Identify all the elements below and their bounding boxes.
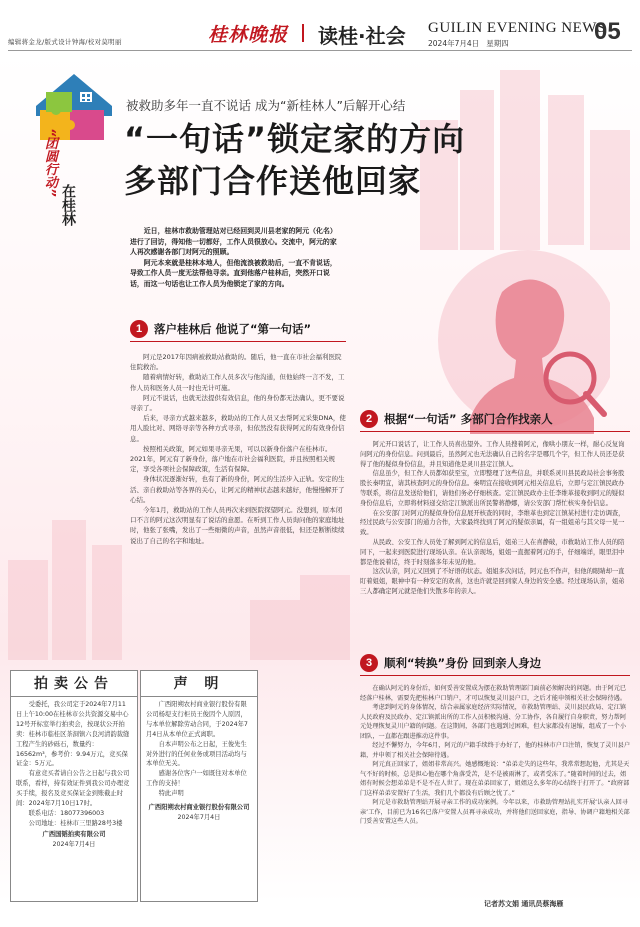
building-illustration [250,600,300,660]
article-title-line2: 多部门合作送他回家 [124,162,422,200]
section-title: 根据“一句话” 多部门合作找亲人 [384,412,553,426]
section-underline [360,675,630,676]
masthead-divider [302,24,304,42]
body-paragraph: 今年1月，救助站的工作人员再次来到医院探望阿元。没想到，原本闭口不言的阿元这次明显有了说话的意愿。在听到工作人员询问他的家庭地址时，他张了张嘴，发出了一些细微的声音，虽然声音很低，但还是断断续续说出了自己的名字和地址。 [130,506,345,545]
section-body [360,684,630,827]
section-1 [130,320,346,546]
masthead-rule [8,50,632,51]
body-paragraph: 阿元是2017年因病被救助站救助的。随后，他一直在市社会福利医院住院救治。 [130,353,342,372]
article-title-line1: “一句话”锁定家的方向 [124,120,466,158]
lead-paragraph: 阿元本来就是桂林本地人，但他流浪被救助后，一直不肯说话，导致工作人员一度无法帮他寻亲。直到他落户桂林后，突然开口说话，而这一句话也让工作人员为他锁定了家的方向。 [130,258,337,288]
section-heading [360,410,630,428]
article-byline: 记者苏文娟 通讯员蔡海雁 [484,900,564,908]
notice-paragraph: 受委托，我公司定于2024年7月11日上午10:00在桂林市公共资源交易中心12号开标室举行拍卖会，按现状公开拍卖：桂林市临桂区茶洞镇六良河清韵裁缝工程产生的砂砾石，数量约：16562m³，参考价：9.94万元，竞买保证金：5万元。 [16,701,130,768]
body-paragraph: 在确认阿元的身份后，如何妥善安置成为摆在救助管理部门面前必须解决的问题。由于阿元已经落户桂林，需要先把桂林户口销户，才可以恢复灵川县户口，之后才能申领相关社会保障待遇。 [360,685,627,702]
body-paragraph: 阿元开口说话了，让工作人员喜出望外。工作人员搜着阿元，像哄小朋友一样，耐心反复询问阿元的身份信息。问到最后，虽然阿元也无法确认自己的名字是哪几个字，但工作人员还是获得了他的疑似身份信息，并且知道他是灵川县定江镇人。 [360,441,625,468]
person-silhouette-icon [410,228,610,438]
lead-paragraph: 近日，桂林市救助管理站对已经回到灵川县老家的阿元（化名）进行了回访，得知他一切都好，工作人员很放心。交流中，阿元的家人再次感谢各部门对阿元的照顾。 [130,227,337,257]
editors-credit: 编辑蒋金龙/版式设计钟海/校对莫明丽 [8,38,122,46]
body-paragraph: 后来，寻亲方式越来越多，救助站的工作人员又去帮阿元采集DNA，使用人脸比对、网络寻亲等各种方式寻亲，但依然没有获得阿元的有效身份信息。 [130,414,346,443]
notice-paragraph: 特此声明 [158,790,184,798]
notice-paragraph: 有意竞买者请自公告之日起与我公司联系，看样，持有效证件到我公司办理竞买手续，报名及竞买保证金到账截止时间：2024年7月10日17时。 [16,770,130,808]
building-illustration [8,560,48,660]
notice-paragraph: 感谢各位客户一如既往对本单位工作的支持！ [146,770,247,788]
body-paragraph: 身体状况逐渐好转，也有了新的身份，阿元的生活步入正轨。安定的生活、亲自救助站等各界的关心，让阿元的精神状态越来越好，他慢慢解开了心结。 [130,475,345,504]
english-paper-name: GUILIN EVENING NEWS [428,20,606,36]
building-illustration [460,90,494,250]
section-title: 顺利“转换”身份 回到亲人身边 [384,656,542,670]
notice-paragraph: 广西阳朔农村商业银行股份有限公司杨堤支行柜员王俊因个人原因，与本单位解除劳动合同，于2024年7月4日从本单位正式离职。 [146,701,248,738]
section-number: 1 [130,320,148,338]
page-number: 05 [594,18,621,45]
column-badge-black: 在桂林 [60,184,76,226]
body-paragraph: 阿元不说话，也就无法提供有效信息，他的身份都无法确认，更不要说寻亲了。 [130,393,345,413]
notice-date: 2024年7月4日 [52,840,96,848]
notice-paragraph: 联系电话：18077396003 [28,809,105,817]
notice-signer: 广西国韬拍卖有限公司 [42,830,106,838]
body-paragraph: 阿元是市救助管理站开展寻亲工作的成功案例。今年以来，市救助管理站扎实开展‘认亲人回寻亲’工作，目前已为16名已落户安置人员再寻亲成功，并将他们送回家庭，指导、协调户籍地相关部门妥善安置这些人员。 [360,799,630,825]
section-underline [360,431,630,432]
notice-date: 2024年7月4日 [177,813,221,821]
body-paragraph: 考虑到阿元的身体情况，结合亲属家庭经济实际情况，市救助管理站、灵川县民政局、定江镇人民政府及民政办、定江镇派出所的工作人员积极沟通、分工协作，各自履行自身职责，努力帮阿元处理恢复灵川户籍的问题。在这期间，各部门也遇到过困难，但大家都没有退缩，组成了一个小团队，一直都在跟进推动这件事。 [360,704,627,740]
section-name: 读桂·社会 [318,24,406,48]
section-heading [130,320,346,338]
notice-paragraph: 公司地址：桂林市三里路28号3楼 [28,819,123,827]
statement-notice [140,670,258,902]
section-body [130,352,346,546]
body-paragraph: 从民政、公安工作人员处了解到阿元的信息后，姐弟三人在喜静破，市救助站工作人员的陪同下，一起来到医院进行现场认亲。在认亲现场，姐姐一直握着阿元的手，仔细端详，眼里泪中都是他说着话，终于时刻落多年未见的他。 [360,538,625,566]
body-paragraph: 信息虽少，但工作人员都如获至宝，立即整理了这些信息，并联系灵川县民政局社会事务股股长秦明宜，请其核查阿元的身份信息。秦明宜在接收到阿元相关信息后，立即与定江镇民政办等联系，将信息发送给他们，请他们务必仔细核查。定江镇民政办主任李维革接收到阿元的疑似身份信息后，立即将材料递交给定江镇派出所民警蒋静娜，请公安部门帮忙核实身份信息。 [360,470,625,507]
notice-title: 声 明 [141,671,257,697]
section-number: 2 [360,410,378,428]
section-3 [360,654,630,827]
building-illustration [548,95,584,245]
article-subtitle: 被救助多年一直不说话 成为“新桂林人”后解开心结 [126,98,406,113]
issue-date: 2024年7月4日 星期四 [428,39,509,48]
body-paragraph: 阿元真正回家了，姐姐非常高兴。她感慨地说：“弟弟走失的这些年，我常常想起他，尤其是天气不好的时候，总是担心他在哪个角落受苦，是不是被雨淋了，或者受冻了。”随着时间的过去，姐姐有时候会想弟弟是不是不在人世了。现在弟弟回家了，姐姐这么多年的心结终于打开了。“政府部门这样弟弟安置好了生活，我们几个都没有后顾之忧了。” [360,761,630,797]
body-paragraph: 按照相关政策，阿元如果寻亲无果，可以以新身份落户在桂林市。2021年，阿元有了新身份，落户地在市社会福利医院，并且按照相关规定，享受各项社会保障政策，生活有保障。 [130,444,336,474]
building-illustration [300,575,350,660]
body-paragraph: 随着病情好转，救助站工作人员多次与他沟通，但他始终一言不发，工作人员和医务人员一时也无计可施。 [130,373,345,392]
notice-body [141,697,257,826]
section-2 [360,410,630,597]
section-title: 落户桂林后 他说了“第一句话” [154,322,312,336]
building-illustration [52,520,86,660]
section-number: 3 [360,654,378,672]
column-badge-red: “团圆行动” [42,128,57,197]
building-illustration [500,70,540,250]
notice-paragraph: 自本声明公布之日起，王俊先生对外进行的任何业务或项目活动均与本单位无关。 [146,740,247,768]
body-paragraph: 这次认亲，阿元又回到了不好语的状态。姐姐多次问话，阿元也不作声，但他的眼睛却一直盯着姐姐，眼神中有一种安定的欢喜，这也许就是回到家人身边的安全感。经过现场认亲，姐弟三人都确定阿元就是他们失散多年的亲人。 [360,568,625,595]
section-underline [130,341,346,342]
newspaper-logo: 桂林晚报 [208,24,289,46]
article-lead [130,226,338,290]
notice-body [11,697,137,853]
auction-notice [10,670,138,902]
building-illustration [92,545,122,660]
body-paragraph: 经过不懈努力，今年6月，阿元的户籍手续终于办好了，他的桂林市户口注销，恢复了灵川县户籍，并申领了相关社会保障待遇。 [360,742,631,759]
section-heading [360,654,630,672]
notice-title: 拍卖公告 [11,671,137,697]
notice-signer: 广西阳朔农村商业银行股份有限公司 [148,804,250,812]
body-paragraph: 在公安部门对阿元的疑似身份信息展开核查的同时，李维革也到定江镇某村进行走访调查，经过民政与公安部门的通力合作，大家最终找到了阿元的疑似亲属，有一组姐弟与其父母一见一致。 [360,509,625,537]
section-body [360,440,630,597]
